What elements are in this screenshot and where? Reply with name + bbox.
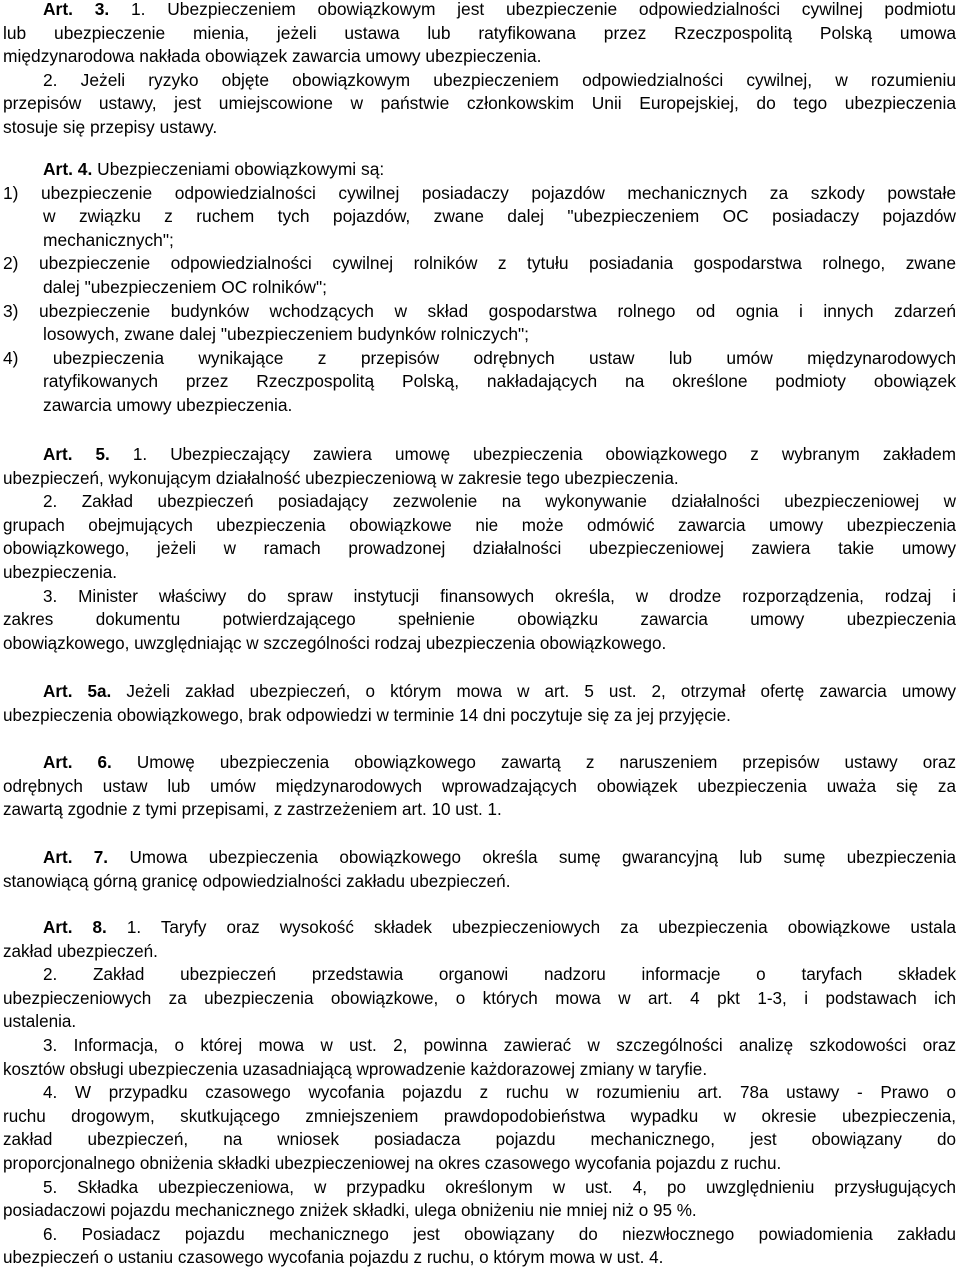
- art8-p3-line-1: 3. Informacja, o której mowa w ust. 2, powinna zawierać w szczególności analizę szkodowości oraz: [43, 1035, 956, 1055]
- art5-p2-line-3: obowiązkowego, jeżeli w ramach prowadzonej działalności ubezpieczeniowej zawiera takie umowy: [3, 539, 956, 559]
- art5-p3-line-3: obowiązkowego, uwzględniając w szczególności rodzaj ubezpieczenia obowiązkowego.: [3, 633, 667, 653]
- art4-item-1-line-1: 1) ubezpieczenie odpowiedzialności cywilnej posiadaczy pojazdów mechanicznych za szkody powstałe: [3, 182, 956, 203]
- art5a-line-2: ubezpieczenia obowiązkowego, brak odpowiedzi w terminie 14 dni poczytuje się za jej przyjęcie.: [3, 705, 731, 725]
- art4-item-1-line-2: w związku z ruchem tych pojazdów, zwane dalej "ubezpieczeniem OC posiadaczy pojazdów: [43, 206, 956, 227]
- art4-label: Art. 4.: [43, 159, 93, 179]
- art7-line-2: stanowiącą górną granicę odpowiedzialności zakładu ubezpieczeń.: [3, 871, 511, 891]
- art5-p3-line-1: 3. Minister właściwy do spraw instytucji finansowych określa, w drodze rozporządzenia, rodzaj i: [43, 586, 956, 606]
- art8-p4-line-1: 4. W przypadku czasowego wycofania pojazdu z ruchu w rozumieniu art. 78a ustawy - Prawo o: [43, 1083, 956, 1103]
- art5-section: [3, 443, 956, 655]
- art4-item-4-line-2: ratyfikowanych przez Rzeczpospolitą Polską, nakładających na określone podmioty obowiązek: [43, 371, 956, 392]
- art4-intro: Art. 4. Ubezpieczeniami obowiązkowymi są:: [43, 159, 385, 179]
- art4-item-4-line-3: zawarcia umowy ubezpieczenia.: [43, 394, 293, 415]
- art3-line-3: międzynarodowa nakłada obowiązek zawarcia umowy ubezpieczenia.: [3, 46, 542, 67]
- art5a-label: Art. 5a.: [43, 682, 112, 701]
- art4-item-3-line-2: losowych, zwane dalej "ubezpieczeniem budynków rolniczych";: [43, 324, 530, 345]
- art3-line-1: Art. 3. 1. Ubezpieczeniem obowiązkowym jest ubezpieczenie odpowiedzialności cywilnej podmiotu: [43, 0, 956, 19]
- art6-line-2: odrębnych ustaw lub umów międzynarodowych wprowadzających obowiązek ubezpieczenia uważa się za: [3, 776, 956, 796]
- art8-p6-line-1: 6. Posiadacz pojazdu mechanicznego jest obowiązany do niezwłocznego powiadomienia zakładu: [43, 1224, 956, 1244]
- art7-section: [3, 846, 956, 893]
- art8-p1-line-2: zakład ubezpieczeń.: [3, 941, 158, 961]
- art8-p5-line-1: 5. Składka ubezpieczeniowa, w przypadku określonym w ust. 4, po uwzględnieniu przysługujących: [43, 1177, 956, 1197]
- art5-p1-line-2: ubezpieczeń, wykonującym działalność ubezpieczeniową w zakresie tego ubezpieczenia.: [3, 468, 679, 488]
- art5-p3-line-2: zakres dokumentu potwierdzającego spełnienie obowiązku zawarcia umowy ubezpieczenia: [3, 610, 956, 630]
- art3-section: [3, 0, 956, 140]
- art4-item-3-line-1: 3) ubezpieczenie budynków wchodzących w skład gospodarstwa rolnego od ognia i innych zdarzeń: [3, 300, 956, 321]
- art6-section: [3, 751, 956, 822]
- art4-item-1-line-3: mechanicznych";: [43, 229, 174, 250]
- art8-p4-line-2: ruchu drogowym, skutkującego zmniejszeniem prawdopodobieństwa wypadku w okresie ubezpieczenia,: [3, 1106, 956, 1126]
- art4-item-2-line-2: dalej "ubezpieczeniem OC rolników";: [43, 276, 327, 297]
- art8-p3-line-2: kosztów obsługi ubezpieczenia uzasadniającą wprowadzenie każdorazowej zmiany w taryfie.: [3, 1059, 708, 1079]
- art3-label: Art. 3.: [43, 0, 110, 19]
- art8-section: [3, 916, 956, 1270]
- art6-line-3: zawartą zgodnie z tymi przepisami, z zastrzeżeniem art. 10 ust. 1.: [3, 800, 502, 820]
- art4-section: [3, 158, 956, 418]
- art8-p2-line-2: ubezpieczeniowych za ubezpieczenia obowiązkowe, o których mowa w art. 4 pkt 1-3, i podstawach ich: [3, 988, 956, 1008]
- art7-line-1: Art. 7. Umowa ubezpieczenia obowiązkowego określa sumę gwarancyjną lub sumę ubezpieczenia: [43, 848, 956, 867]
- art6-line-1: Art. 6. Umowę ubezpieczenia obowiązkowego zawartą z naruszeniem przepisów ustawy oraz: [43, 753, 956, 772]
- art8-p4-line-4: proporcjonalnego obniżenia składki ubezpieczeniowej na okres czasowego wycofania pojazdu z ruchu.: [3, 1153, 782, 1173]
- art5a-section: [3, 680, 956, 727]
- art8-p2-line-1: 2. Zakład ubezpieczeń przedstawia organowi nadzoru informacje o taryfach składek: [43, 965, 956, 985]
- art8-label: Art. 8.: [43, 918, 107, 937]
- art6-label: Art. 6.: [43, 753, 112, 772]
- art8-p5-line-2: posiadaczowi pojazdu mechanicznego zniżek składki, ulega obniżeniu nie mniej niż o 95 %.: [3, 1201, 697, 1221]
- art8-p2-line-3: ustalenia.: [3, 1012, 77, 1032]
- art3-p2-line-3: stosuje się przepisy ustawy.: [3, 116, 218, 137]
- art7-label: Art. 7.: [43, 848, 109, 867]
- art3-p2-line-1: 2. Jeżeli ryzyko objęte obowiązkowym ubezpieczeniem odpowiedzialności cywilnej, w rozumieniu: [43, 69, 956, 90]
- art4-item-2-line-1: 2) ubezpieczenie odpowiedzialności cywilnej rolników z tytułu posiadania gospodarstwa rolnego, zwane: [3, 253, 956, 274]
- art8-p1-line-1: Art. 8. 1. Taryfy oraz wysokość składek ubezpieczeniowych za ubezpieczenia obowiązkowe ustala: [43, 918, 956, 937]
- art5-label: Art. 5.: [43, 445, 110, 464]
- art8-p4-line-3: zakład ubezpieczeń, na wniosek posiadacza pojazdu mechanicznego, jest obowiązany do: [3, 1130, 956, 1150]
- art3-line-2: lub ubezpieczenie mienia, jeżeli ustawa lub ratyfikowana przez Rzeczpospolitą Polską umowa: [3, 22, 956, 43]
- art4-item-4-line-1: 4) ubezpieczenia wynikające z przepisów odrębnych ustaw lub umów międzynarodowych: [3, 347, 956, 368]
- art5-p2-line-2: grupach obejmujących ubezpieczenia obowiązkowe nie może odmówić zawarcia umowy ubezpieczenia: [3, 515, 956, 535]
- art5-p1-line-1: Art. 5. 1. Ubezpieczający zawiera umowę ubezpieczenia obowiązkowego z wybranym zakładem: [43, 445, 957, 464]
- art5-p2-line-1: 2. Zakład ubezpieczeń posiadający zezwolenie na wykonywanie działalności ubezpieczeniowej w: [43, 492, 956, 512]
- art3-p1-num: 1.: [130, 0, 146, 19]
- art8-p6-line-2: ubezpieczeń o ustaniu czasowego wycofania pojazdu z ruchu, o którym mowa w ust. 4.: [3, 1248, 664, 1268]
- art5a-line-1: Art. 5a. Jeżeli zakład ubezpieczeń, o którym mowa w art. 5 ust. 2, otrzymał ofertę zawarcia umowy: [43, 682, 957, 701]
- art3-p2-line-2: przepisów ustawy, jest umiejscowione w państwie członkowskim Unii Europejskiej, do tego ubezpieczenia: [3, 93, 956, 114]
- art5-p2-line-4: ubezpieczenia.: [3, 562, 118, 582]
